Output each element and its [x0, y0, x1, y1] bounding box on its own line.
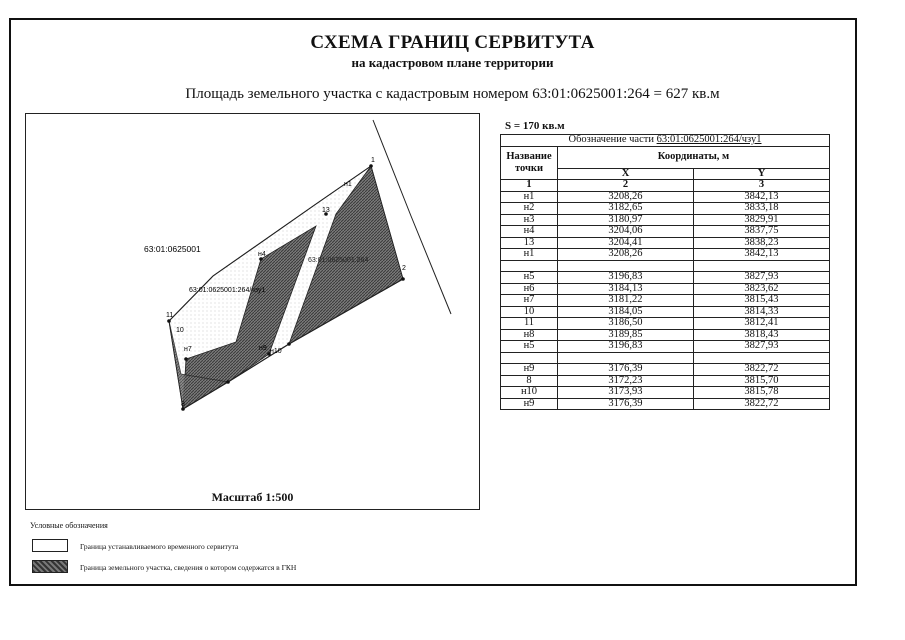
cell-name: н5	[501, 341, 558, 353]
point-label-2: 2	[402, 265, 406, 272]
cell-x: 3196,83	[558, 341, 694, 353]
cell-x: 3172,23	[558, 375, 694, 387]
cell-y: 3818,43	[693, 329, 829, 341]
group-3	[501, 364, 830, 410]
cell-name: н6	[501, 283, 558, 295]
table-row	[501, 191, 830, 203]
cell-name: н9	[501, 364, 558, 376]
cell-y: 3815,78	[693, 387, 829, 399]
cell-x: 3176,39	[558, 364, 694, 376]
cell-y: 3815,43	[693, 295, 829, 307]
cell-y: 3842,13	[693, 249, 829, 261]
table-row	[501, 387, 830, 399]
point-label-n9: н9	[259, 345, 267, 352]
point-label-n10: н10	[270, 348, 282, 355]
legend-title: Условные обозначения	[30, 521, 108, 530]
cell-name: н9	[501, 398, 558, 410]
part-prefix: Обозначение части	[568, 134, 657, 145]
cell-y: 3812,41	[693, 318, 829, 330]
cell-x: 3182,65	[558, 203, 694, 215]
cell-x: 3208,26	[558, 191, 694, 203]
cell-name: н10	[501, 387, 558, 399]
cell-x: 3180,97	[558, 214, 694, 226]
point-label-n7: н7	[184, 346, 192, 353]
table-row	[501, 398, 830, 410]
cell-name: н1	[501, 249, 558, 261]
table-row	[501, 226, 830, 238]
cell-name: н1	[501, 191, 558, 203]
cell-x: 3186,50	[558, 318, 694, 330]
cell-name: 8	[501, 375, 558, 387]
table-row	[501, 203, 830, 215]
part-row	[501, 135, 830, 147]
cell-y: 3815,70	[693, 375, 829, 387]
table-row	[501, 375, 830, 387]
cell-x: 3176,39	[558, 398, 694, 410]
point-label-11: 11	[166, 312, 174, 319]
column-numbers-row: 1 2 3	[501, 180, 830, 192]
cell-y: 3827,93	[693, 341, 829, 353]
cell-name: н2	[501, 203, 558, 215]
cell-name: 13	[501, 237, 558, 249]
group-1	[501, 191, 830, 260]
servitude-area: S = 170 кв.м	[505, 120, 565, 132]
cell-x: 3184,13	[558, 283, 694, 295]
group-2	[501, 272, 830, 353]
cell-y: 3838,23	[693, 237, 829, 249]
quarter-label: 63:01:0625001	[144, 244, 201, 254]
point-label-1: 1	[371, 157, 375, 164]
col-coordinates: Координаты, м	[558, 146, 830, 168]
legend-swatch-servitude	[32, 539, 68, 552]
point-label-10: 10	[176, 327, 184, 334]
table-row	[501, 364, 830, 376]
legend-swatch-parcel	[32, 560, 68, 573]
page-subtitle: на кадастровом плане территории	[351, 55, 554, 70]
col-x: X	[558, 168, 694, 180]
cell-x: 3189,85	[558, 329, 694, 341]
cell-name: 10	[501, 306, 558, 318]
table-row	[501, 306, 830, 318]
point-label-8: 8	[181, 401, 185, 408]
cell-name: н7	[501, 295, 558, 307]
map-panel	[25, 113, 480, 510]
coordinates-table	[500, 134, 830, 410]
cell-y: 3829,91	[693, 214, 829, 226]
cell-x: 3184,05	[558, 306, 694, 318]
table-row	[501, 329, 830, 341]
table-row	[501, 283, 830, 295]
legend-text-parcel: Граница земельного участка, сведения о котором содержатся в ГКН	[80, 563, 297, 572]
cell-name: н4	[501, 226, 558, 238]
table-row	[501, 341, 830, 353]
part-label: 63:01:0625001:264/чзу1	[189, 287, 266, 294]
cell-y: 3827,93	[693, 272, 829, 284]
cell-x: 3181,22	[558, 295, 694, 307]
point-label-13: 13	[322, 207, 330, 214]
legend-text-servitude: Граница устанавливаемого временного сервитута	[80, 542, 239, 551]
cell-x: 3208,26	[558, 249, 694, 261]
cell-y: 3822,72	[693, 364, 829, 376]
cell-y: 3842,13	[693, 191, 829, 203]
cell-y: 3822,72	[693, 398, 829, 410]
cadastral-map	[26, 114, 481, 511]
table-row	[501, 272, 830, 284]
cell-x: 3204,06	[558, 226, 694, 238]
col-point-name: Название точки	[501, 146, 558, 180]
scale-label: Масштаб 1:500	[211, 490, 294, 504]
point-label-n4: н4	[258, 251, 266, 258]
page-title: СХЕМА ГРАНИЦ СЕРВИТУТА	[310, 32, 595, 53]
cell-name: н8	[501, 329, 558, 341]
cell-name: н5	[501, 272, 558, 284]
parcel-label: 63:01:0625001:264	[308, 257, 369, 264]
cell-x: 3196,83	[558, 272, 694, 284]
table-row	[501, 318, 830, 330]
cell-x: 3204,41	[558, 237, 694, 249]
cell-y: 3833,18	[693, 203, 829, 215]
col-y: Y	[693, 168, 829, 180]
cell-x: 3173,93	[558, 387, 694, 399]
header-row	[501, 146, 830, 168]
table-row	[501, 249, 830, 261]
table-row	[501, 237, 830, 249]
part-id: 63:01:0625001:264/чзу1	[656, 134, 762, 145]
cell-name: н3	[501, 214, 558, 226]
table-row	[501, 295, 830, 307]
cell-y: 3823,62	[693, 283, 829, 295]
cell-y: 3814,33	[693, 306, 829, 318]
table-row	[501, 214, 830, 226]
cell-y: 3837,75	[693, 226, 829, 238]
area-statement: Площадь земельного участка с кадастровым номером 63:01:0625001:264 = 627 кв.м	[185, 86, 720, 102]
point-label-n1: н1	[344, 181, 352, 188]
cell-name: 11	[501, 318, 558, 330]
